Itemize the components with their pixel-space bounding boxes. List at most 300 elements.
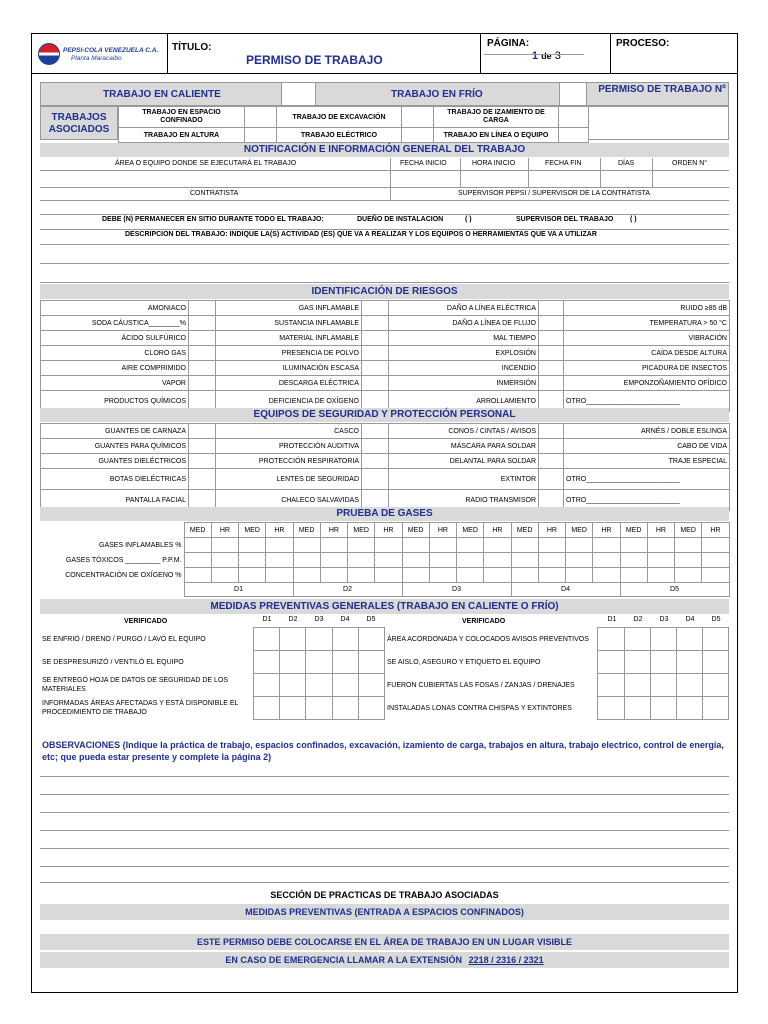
gas-reading-cell[interactable] [647,553,674,568]
preventive-day-label: D1 [262,616,272,623]
logo [38,43,164,67]
preventive-item: INSTALADAS LONAS CONTRA CHISPAS Y EXTINTORES [387,704,572,712]
gas-reading-cell[interactable] [429,553,456,568]
preventive-item: FUERON CUBIERTAS LAS FOSAS / ZANJAS / DRENAJES [387,681,575,689]
risk-item: RUIDO ≥85 dB [564,301,730,316]
gas-day-label: D3 [402,583,511,597]
assoc-electrical-checkbox[interactable] [402,128,434,143]
page-title: PERMISO DE TRABAJO [246,53,383,67]
risk-checkbox[interactable] [362,361,389,376]
preventive-checkbox[interactable] [254,697,280,720]
cold-work-label: TRABAJO EN FRÍO [391,89,483,100]
preventive-checkbox[interactable] [702,628,728,651]
gas-reading-cell[interactable] [375,538,402,553]
risk-item: AIRE COMPRIMIDO [41,361,189,376]
gas-reading-cell[interactable] [402,538,429,553]
preventive-checkbox[interactable] [358,674,384,697]
preventive-checkbox[interactable] [332,697,358,720]
gas-reading-cell[interactable] [675,538,702,553]
assoc-height-checkbox[interactable] [245,128,277,143]
risk-item: PICADURA DE INSECTOS [564,361,730,376]
gas-med-header: MED [566,523,593,538]
gas-hr-header: HR [593,523,620,538]
ppe-checkbox[interactable] [539,424,564,439]
gases-title: PRUEBA DE GASES [40,507,729,521]
permit-form [31,33,738,993]
gas-hr-header: HR [538,523,565,538]
gas-reading-cell[interactable] [293,553,320,568]
preventive-checkbox[interactable] [650,628,676,651]
gas-reading-cell[interactable] [348,553,375,568]
header [32,34,737,74]
gas-reading-cell[interactable] [239,568,266,583]
preventive-checkbox[interactable] [676,674,702,697]
gas-reading-cell[interactable] [620,538,647,553]
owner-label: DUEÑO DE INSTALACION [357,216,444,223]
gas-reading-cell[interactable] [320,538,347,553]
risk-checkbox[interactable] [362,376,389,391]
ppe-item: TRAJE ESPECIAL [564,454,730,469]
emergency-extensions: 2218 / 2316 / 2321 [468,955,544,965]
risk-item: SODA CÁUSTICA________% [41,316,189,331]
gas-reading-cell[interactable] [266,568,293,583]
logo-plant: Planta Maracaibo [71,55,122,62]
gas-day-label: D5 [620,583,729,597]
risk-item: INCENDIO [389,361,539,376]
ppe-row [41,424,730,439]
preventive-checkbox[interactable] [306,697,332,720]
ppe-checkbox[interactable] [362,454,389,469]
ppe-item: CONOS / CINTAS / AVISOS [389,424,539,439]
assoc-excavation: TRABAJO DE EXCAVACIÓN [277,107,402,128]
preventive-verified-left: VERIFICADO [124,618,168,625]
risk-item: EXPLOSIÓN [389,346,539,361]
preventive-item: SE DESPRESURIZÓ / VENTILÓ EL EQUIPO [42,658,184,666]
gas-hr-header: HR [211,523,238,538]
preventive-checkbox[interactable] [332,628,358,651]
gas-reading-cell[interactable] [457,553,484,568]
ppe-row [41,469,730,490]
ppe-checkbox[interactable] [189,424,216,439]
emergency-label: EN CASO DE EMERGENCIA LLAMAR A LA EXTENSIÓN [225,955,463,965]
preventive-checkbox[interactable] [254,628,280,651]
risk-row [41,376,730,391]
gas-reading-cell[interactable] [429,568,456,583]
preventive-block [40,615,729,731]
work-type-row [40,82,729,106]
preventive-checkbox[interactable] [598,628,624,651]
assoc-lifting-checkbox[interactable] [559,107,589,128]
gas-row-label: GASES TÓXICOS _________ P.P.M. [65,556,182,564]
gas-reading-cell[interactable] [647,538,674,553]
gas-med-header: MED [293,523,320,538]
preventive-checkbox[interactable] [624,651,650,674]
days-label: DÍAS [618,160,635,167]
assoc-line-equipment: TRABAJO EN LÍNEA O EQUIPO [434,128,559,143]
preventive-checkbox[interactable] [306,628,332,651]
preventive-checkbox[interactable] [624,674,650,697]
preventive-day-label: D2 [288,616,298,623]
preventive-left-table [40,627,385,720]
preventive-checkbox[interactable] [358,697,384,720]
ppe-item: MÁSCARA PARA SOLDAR [389,439,539,454]
preventive-item: SE AISLO, ASEGURO Y ETIQUETO EL EQUIPO [387,658,541,666]
gas-reading-cell[interactable] [702,538,729,553]
preventive-checkbox[interactable] [332,674,358,697]
risk-checkbox[interactable] [539,361,564,376]
cold-work-checkbox[interactable] [559,83,587,105]
gas-reading-cell[interactable] [266,553,293,568]
ppe-item: OTRO________________________ [564,490,730,511]
associated-table [118,106,589,143]
preventive-day-label: D3 [314,616,324,623]
logo-company: PEPSI-COLA VENEZUELA C.A. [63,47,159,54]
gas-reading-cell[interactable] [184,553,211,568]
risk-item: CAÍDA DESDE ALTURA [564,346,730,361]
assoc-lifting: TRABAJO DE IZAMIENTO DE CARGA [434,107,559,128]
start-date-label: FECHA INICIO [400,160,447,167]
assoc-confined-space: TRABAJO EN ESPACIO CONFINADO [119,107,245,128]
preventive-day-label: D4 [340,616,350,623]
gas-row-label: CONCENTRACIÓN DE OXÍGENO % [65,571,182,579]
gas-reading-cell[interactable] [593,553,620,568]
associated-label: TRABAJOS ASOCIADOS [40,106,118,140]
gas-hr-header: HR [320,523,347,538]
page-label: PÁGINA: [487,38,530,49]
work-supervisor-checkbox[interactable]: ( ) [630,216,637,223]
gas-med-header: MED [675,523,702,538]
risk-checkbox[interactable] [362,331,389,346]
hot-work-label: TRABAJO EN CALIENTE [103,89,221,100]
gas-reading-cell[interactable] [620,553,647,568]
assoc-electrical: TRABAJO ELÉCTRICO [277,128,402,143]
gas-reading-cell[interactable] [320,568,347,583]
preventive-checkbox[interactable] [624,628,650,651]
gas-reading-cell[interactable] [293,538,320,553]
work-supervisor-label: SUPERVISOR DEL TRABAJO [516,216,614,223]
gas-reading-cell[interactable] [593,568,620,583]
gas-reading-cell[interactable] [320,553,347,568]
ppe-item: GUANTES PARA QUÍMICOS [41,439,189,454]
risk-checkbox[interactable] [362,301,389,316]
gas-reading-cell[interactable] [675,553,702,568]
gas-med-header: MED [402,523,429,538]
gas-reading-cell[interactable] [566,568,593,583]
risk-checkbox[interactable] [189,376,216,391]
gas-reading-cell[interactable] [566,538,593,553]
risk-item: ÁCIDO SULFÚRICO [41,331,189,346]
gas-row-label: GASES INFLAMABLES % [99,541,182,549]
preventive-checkbox[interactable] [702,651,728,674]
gas-reading-cell[interactable] [266,538,293,553]
notification-title: NOTIFICACIÓN E INFORMACIÓN GENERAL DEL TRABAJO [40,143,729,157]
preventive-checkbox[interactable] [624,697,650,720]
risk-item: AMONIACO [41,301,189,316]
gas-day-label: D4 [511,583,620,597]
permit-number-field[interactable] [588,106,729,140]
risk-item: MATERIAL INFLAMABLE [216,331,362,346]
ppe-item: CHALECO SALVAVIDAS [216,490,362,511]
gas-hr-header: HR [375,523,402,538]
risk-checkbox[interactable] [189,331,216,346]
page-current: 1 [532,50,539,62]
risk-row [41,346,730,361]
preventive-checkbox[interactable] [280,651,306,674]
gas-reading-cell[interactable] [375,568,402,583]
gas-reading-cell[interactable] [511,553,538,568]
gas-hr-header: HR [266,523,293,538]
ppe-checkbox[interactable] [362,424,389,439]
gas-hr-header: HR [484,523,511,538]
preventive-item: INFORMADAS ÁREAS AFECTADAS Y ESTÁ DISPONIBLE EL PROCEDIMIENTO DE TRABAJO [42,700,239,716]
preventive-checkbox[interactable] [676,697,702,720]
risk-item: DAÑO A LÍNEA ELÉCTRICA [389,301,539,316]
risk-checkbox[interactable] [362,346,389,361]
confined-title: MEDIDAS PREVENTIVAS (ENTRADA A ESPACIOS CONFINADOS) [40,904,729,920]
stay-on-site-row [40,216,729,228]
ppe-title: EQUIPOS DE SEGURIDAD Y PROTECCIÓN PERSONAL [40,408,729,422]
start-hour-label: HORA INICIO [472,160,516,167]
ppe-item: PROTECCIÓN AUDITIVA [216,439,362,454]
ppe-item: BOTAS DIELÉCTRICAS [41,469,189,490]
risk-row [41,331,730,346]
gas-reading-cell[interactable] [348,568,375,583]
gas-reading-cell[interactable] [239,538,266,553]
gas-reading-cell[interactable] [402,568,429,583]
description-label: DESCRIPCION DEL TRABAJO: INDIQUE LA(S) ACTIVIDAD (ES) QUE VA A REALIZAR Y LOS EQUIPOS O HERRAMIENTAS QUE VA A UTILIZAR [125,231,597,238]
notification-labels [40,158,729,170]
gas-reading-cell[interactable] [211,568,238,583]
ppe-row [41,454,730,469]
gas-reading-cell[interactable] [211,553,238,568]
preventive-item: SE ENFRIÓ / DRENO / PURGO / LAVÓ EL EQUIPO [42,635,206,643]
ppe-item: PANTALLA FACIAL [41,490,189,511]
risk-checkbox[interactable] [539,346,564,361]
risk-item: VIBRACIÓN [564,331,730,346]
gas-reading-cell[interactable] [538,568,565,583]
preventive-checkbox[interactable] [598,697,624,720]
risk-item: OTRO________________________ [564,391,730,412]
gas-reading-cell[interactable] [484,568,511,583]
ppe-item: CABO DE VIDA [564,439,730,454]
gas-reading-cell[interactable] [184,568,211,583]
ppe-item: LENTES DE SEGURIDAD [216,469,362,490]
ppe-checkbox[interactable] [362,439,389,454]
gas-reading-cell[interactable] [702,553,729,568]
end-date-label: FECHA FIN [545,160,582,167]
risk-item: PRESENCIA DE POLVO [216,346,362,361]
preventive-checkbox[interactable] [332,651,358,674]
risk-checkbox[interactable] [539,376,564,391]
risk-checkbox[interactable] [539,301,564,316]
ppe-item: GUANTES DE CARNAZA [41,424,189,439]
page-of: de [541,51,552,61]
contractor-label: CONTRATISTA [190,190,239,197]
preventive-checkbox[interactable] [254,674,280,697]
must-stay-label: DEBE (N) PERMANECER EN SITIO DURANTE TODO EL TRABAJO: [102,216,324,223]
gas-reading-cell[interactable] [484,553,511,568]
gas-reading-cell[interactable] [457,538,484,553]
gas-reading-cell[interactable] [348,538,375,553]
assoc-excavation-checkbox[interactable] [402,107,434,128]
pepsi-logo-icon [38,43,60,65]
preventive-checkbox[interactable] [306,651,332,674]
gas-med-header: MED [511,523,538,538]
preventive-checkbox[interactable] [358,651,384,674]
risk-item: ARROLLAMIENTO [389,391,539,412]
gas-reading-cell[interactable] [702,568,729,583]
risk-checkbox[interactable] [362,316,389,331]
gas-reading-cell[interactable] [211,538,238,553]
ppe-checkbox[interactable] [189,454,216,469]
preventive-checkbox[interactable] [650,697,676,720]
gas-reading-cell[interactable] [484,538,511,553]
ppe-checkbox[interactable] [362,469,389,490]
preventive-checkbox[interactable] [598,651,624,674]
preventive-checkbox[interactable] [306,674,332,697]
gas-reading-cell[interactable] [184,538,211,553]
preventive-checkbox[interactable] [676,651,702,674]
preventive-checkbox[interactable] [280,674,306,697]
preventive-day-label: D4 [685,616,695,623]
description-field[interactable] [40,245,729,281]
gas-med-header: MED [348,523,375,538]
risk-row [41,316,730,331]
ppe-checkbox[interactable] [539,454,564,469]
assoc-confined-space-checkbox[interactable] [245,107,277,128]
ppe-item: DELANTAL PARA SOLDAR [389,454,539,469]
gas-reading-cell[interactable] [566,553,593,568]
ppe-item: OTRO________________________ [564,469,730,490]
preventive-verified-right: VERIFICADO [462,618,506,625]
gas-reading-cell[interactable] [538,553,565,568]
risk-item: GAS INFLAMABLE [216,301,362,316]
preventive-title: MEDIDAS PREVENTIVAS GENERALES (TRABAJO EN CALIENTE O FRÍO) [40,599,729,614]
gas-reading-cell[interactable] [293,568,320,583]
title-label: TÍTULO: [172,42,212,53]
preventive-checkbox[interactable] [598,674,624,697]
ppe-checkbox[interactable] [189,469,216,490]
preventive-day-label: D2 [633,616,643,623]
preventive-day-label: D5 [711,616,721,623]
risk-checkbox[interactable] [539,316,564,331]
section-practices: SECCIÓN DE PRACTICAS DE TRABAJO ASOCIADAS [270,890,499,900]
risk-checkbox[interactable] [189,361,216,376]
gas-med-header: MED [184,523,211,538]
ppe-item: EXTINTOR [389,469,539,490]
gas-reading-cell[interactable] [647,568,674,583]
preventive-checkbox[interactable] [280,628,306,651]
preventive-right-table [385,627,729,720]
gas-med-header: MED [620,523,647,538]
risk-item: PRODUCTOS QUÍMICOS [41,391,189,412]
preventive-day-label: D3 [659,616,669,623]
preventive-checkbox[interactable] [702,697,728,720]
preventive-checkbox[interactable] [358,628,384,651]
gas-hr-header: HR [429,523,456,538]
observations-field[interactable] [40,766,729,884]
risk-checkbox[interactable] [189,346,216,361]
preventive-checkbox[interactable] [676,628,702,651]
gas-reading-cell[interactable] [620,568,647,583]
preventive-day-headers [254,616,384,623]
ppe-table [40,423,730,511]
ppe-checkbox[interactable] [539,469,564,490]
gas-hr-header: HR [647,523,674,538]
gas-reading-cell[interactable] [457,568,484,583]
preventive-day-label: D1 [607,616,617,623]
risk-item: TEMPERATURA > 50 °C [564,316,730,331]
gas-reading-cell[interactable] [375,553,402,568]
gas-reading-cell[interactable] [675,568,702,583]
gas-day-label: D1 [184,583,293,597]
emergency-row [40,952,729,968]
risk-item: VAPOR [41,376,189,391]
preventive-checkbox[interactable] [280,697,306,720]
gas-reading-cell[interactable] [402,553,429,568]
ppe-item: ARNÉS / DOBLE ESLINGA [564,424,730,439]
page-number [532,50,561,62]
gas-reading-cell[interactable] [538,538,565,553]
preventive-day-headers [599,616,729,623]
risk-item: CLORO GAS [41,346,189,361]
gas-day-label: D2 [293,583,402,597]
ppe-item: GUANTES DIELÉCTRICOS [41,454,189,469]
preventive-checkbox[interactable] [650,651,676,674]
gases-table [40,522,730,597]
gas-reading-cell[interactable] [593,538,620,553]
preventive-checkbox[interactable] [650,674,676,697]
risk-item: DAÑO A LÍNEA DE FLUJO [389,316,539,331]
observations-label: OBSERVACIONES (Indique la práctica de trabajo, espacios confinados, excavación, izamiento de carga, trabajos en altura, trabajo electrico, control de energía, etc; que pueda estar presente y complete la página 2) [42,740,724,762]
risk-item: SUSTANCIA INFLAMABLE [216,316,362,331]
gas-med-header: MED [457,523,484,538]
area-label: ÁREA O EQUIPO DONDE SE EJECUTARÁ EL TRABAJO [115,160,297,167]
ppe-checkbox[interactable] [539,439,564,454]
process-label: PROCESO: [616,38,670,49]
preventive-checkbox[interactable] [254,651,280,674]
risk-checkbox[interactable] [539,331,564,346]
area-field[interactable] [40,171,390,187]
preventive-day-label: D5 [366,616,376,623]
gas-reading-cell[interactable] [429,538,456,553]
gas-reading-cell[interactable] [239,553,266,568]
risk-item: MAL TIEMPO [389,331,539,346]
risk-item: ILUMINACIÓN ESCASA [216,361,362,376]
risk-item: EMPONZOÑAMIENTO OFÍDICO [564,376,730,391]
gas-reading-cell[interactable] [511,538,538,553]
order-label: ORDEN N° [672,160,708,167]
preventive-item: SE ENTREGÓ HOJA DE DATOS DE SEGURIDAD DE LOS MATERIALES [42,677,229,693]
risk-checkbox[interactable] [189,301,216,316]
assoc-line-equipment-checkbox[interactable] [559,128,589,143]
visible-note: ESTE PERMISO DEBE COLOCARSE EN EL ÁREA DE TRABAJO EN UN LUGAR VISIBLE [40,934,729,950]
risk-checkbox[interactable] [189,316,216,331]
preventive-item: ÁREA ACORDONADA Y COLOCADOS AVISOS PREVENTIVOS [387,635,589,643]
risk-item: DESCARGA ELÉCTRICA [216,376,362,391]
owner-checkbox[interactable]: ( ) [465,216,472,223]
hot-work-checkbox[interactable] [281,83,316,105]
gas-hr-header: HR [702,523,729,538]
gas-med-header: MED [239,523,266,538]
preventive-checkbox[interactable] [702,674,728,697]
risk-item: INMERSIÓN [389,376,539,391]
permit-number-label: PERMISO DE TRABAJO Nº [598,84,726,95]
risks-table [40,300,730,412]
gas-reading-cell[interactable] [511,568,538,583]
ppe-checkbox[interactable] [189,439,216,454]
associated-works [40,106,729,140]
